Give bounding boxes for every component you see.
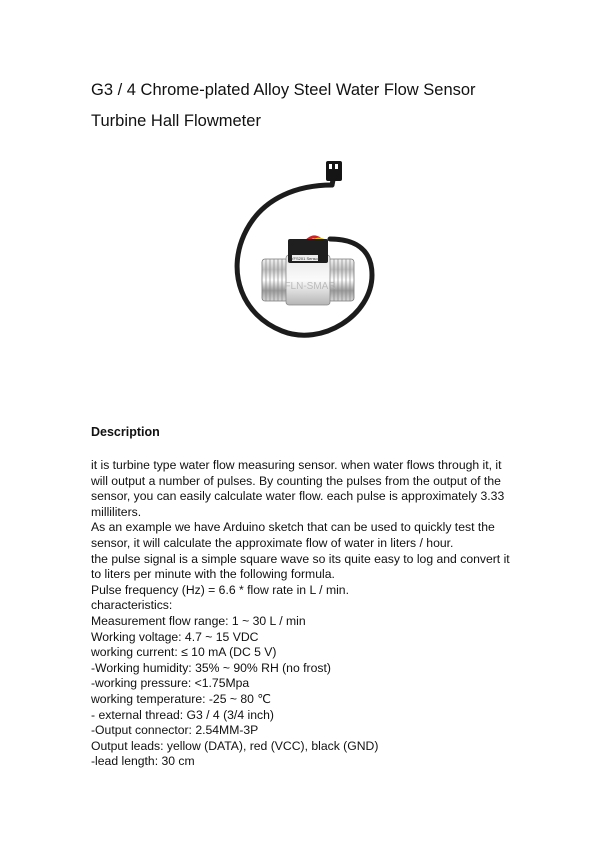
body-line: working current: ≤ 10 mA (DC 5 V) — [91, 645, 277, 660]
image-watermark: FLN-SMAR — [284, 281, 336, 292]
description-body — [91, 458, 521, 770]
document-title-line-2: Turbine Hall Flowmeter — [91, 112, 261, 130]
body-line: Output leads: yellow (DATA), red (VCC), black (GND) — [91, 738, 379, 753]
body-line: sensor, you can easily calculate water flow. each pulse is approximately 3.33 — [91, 489, 505, 504]
body-line: As an example we have Arduino sketch that can be used to quickly test the — [91, 520, 495, 535]
body-line: the pulse signal is a simple square wave so its quite easy to log and convert it — [91, 551, 510, 566]
body-line: Measurement flow range: 1 ~ 30 L / min — [91, 613, 306, 628]
body-line: -Working humidity: 35% ~ 90% RH (no frost) — [91, 660, 331, 675]
body-line: milliliters. — [91, 504, 142, 519]
section-heading-description: Description — [91, 425, 160, 439]
document-title-line-1: G3 / 4 Chrome-plated Alloy Steel Water Flow Sensor — [91, 81, 476, 99]
body-line: Working voltage: 4.7 ~ 15 VDC — [91, 629, 259, 644]
body-line: -lead length: 30 cm — [91, 754, 195, 769]
body-line: working temperature: -25 ~ 80 ℃ — [91, 691, 271, 706]
body-line: sensor, it will calculate the approximate flow of water in liters / hour. — [91, 535, 454, 550]
body-line: it is turbine type water flow measuring sensor. when water flows through it, it — [91, 458, 502, 472]
flow-sensor-product-image — [222, 155, 387, 345]
body-line: Pulse frequency (Hz) = 6.6 * flow rate in L / min. — [91, 582, 349, 597]
body-line: to liters per minute with the following formula. — [91, 567, 335, 582]
body-line: characteristics: — [91, 598, 173, 613]
sensor-label-text: YFS201 Sensor — [290, 256, 320, 261]
body-line: -Output connector: 2.54MM-3P — [91, 723, 259, 738]
body-line: -working pressure: <1.75Mpa — [91, 676, 250, 691]
body-line: - external thread: G3 / 4 (3/4 inch) — [91, 707, 274, 722]
body-line: will output a number of pulses. By counting the pulses from the output of the — [91, 473, 501, 488]
